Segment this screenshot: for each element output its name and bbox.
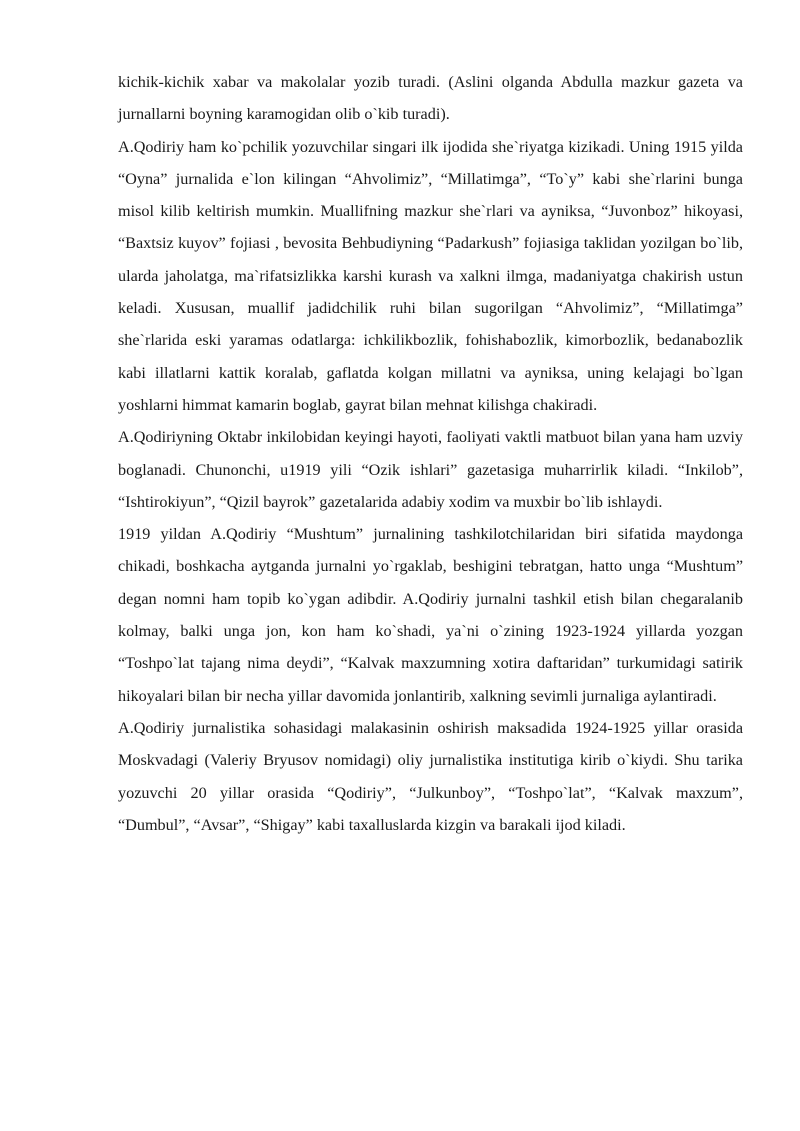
paragraph-2: A.Qodiriy ham ko`pchilik yozuvchilar singari ilk ijodida she`riyatga kizikadi. Uning 1915 yilda “Oyna” jurnalida e`lon kilingan “Ahvolimiz”, “Millatimga”, “To`y” kabi she`rlarini bunga misol kilib keltirish mumkin. Muallifning mazkur she`rlari va ayniksa, “Juvonboz” hikoyasi, “Baxtsiz kuyov” fojiasi , bevosita Behbudiyning “Padarkush” fojiasiga taklidan yozilgan bo`lib, ularda jaholatga, ma`rifatsizlikka karshi kurash va xalkni ilmga, madaniyatga chakirish ustun keladi. Xususan, muallif jadidchilik ruhi bilan sugorilgan “Ahvolimiz”, “Millatimga” she`rlarida eski yaramas odatlarga: ichkilikbozlik, fohishabozlik, kimorbozlik, bedanabozlik kabi illatlarni kattik koralab, gaflatda kolgan millatni va ayniksa, uning kelajagi bo`lgan yoshlarni himmat kamarin boglab, gayrat bilan mehnat kilishga chakiradi.	[118, 137, 743, 414]
paragraph-3: A.Qodiriyning Oktabr inkilobidan keyingi hayoti, faoliyati vaktli matbuot bilan yana ham uzviy boglanadi. Chunonchi, u1919 yili “Ozik ishlari” gazetasiga muharrirlik kiladi. “Inkilob”, “Ishtirokiyun”, “Qizil bayrok” gazetalarida adabiy xodim va muxbir bo`lib ishlaydi.	[118, 428, 743, 511]
paragraph-4: 1919 yildan A.Qodiriy “Mushtum” jurnalining tashkilotchilaridan biri sifatida maydonga chikadi, boshkacha aytganda jurnalni yo`rgaklab, beshigini tebratgan, hatto unga “Mushtum” degan nomni ham topib ko`ygan adibdir. A.Qodiriy jurnalni tashkil etish bilan chegaralanib kolmay, balki unga jon, kon ham ko`shadi, ya`ni o`zining 1923-1924 yillarda yozgan “Toshpo`lat tajang nima deydi”, “Kalvak maxzumning xotira daftaridan” turkumidagi satirik hikoyalari bilan bir necha yillar davomida jonlantirib, xalkning sevimli jurnaliga aylantiradi.	[118, 525, 743, 705]
paragraph-5: A.Qodiriy jurnalistika sohasidagi malakasinin oshirish maksadida 1924-1925 yillar orasida Moskvadagi (Valeriy Bryusov nomidagi) oliy jurnalistika institutiga kirib o`kiydi. Shu tarika yozuvchi 20 yillar orasida “Qodiriy”, “Julkunboy”, “Toshpo`lat”, “Kalvak maxzum”, “Dumbul”, “Avsar”, “Shigay” kabi taxalluslarda kizgin va barakali ijod kiladi.	[118, 718, 743, 834]
document-body	[118, 66, 743, 841]
paragraph-1: kichik-kichik xabar va makolalar yozib turadi. (Aslini olganda Abdulla mazkur gazeta va jurnallarni boyning karamogidan olib o`kib turadi).	[118, 73, 743, 124]
